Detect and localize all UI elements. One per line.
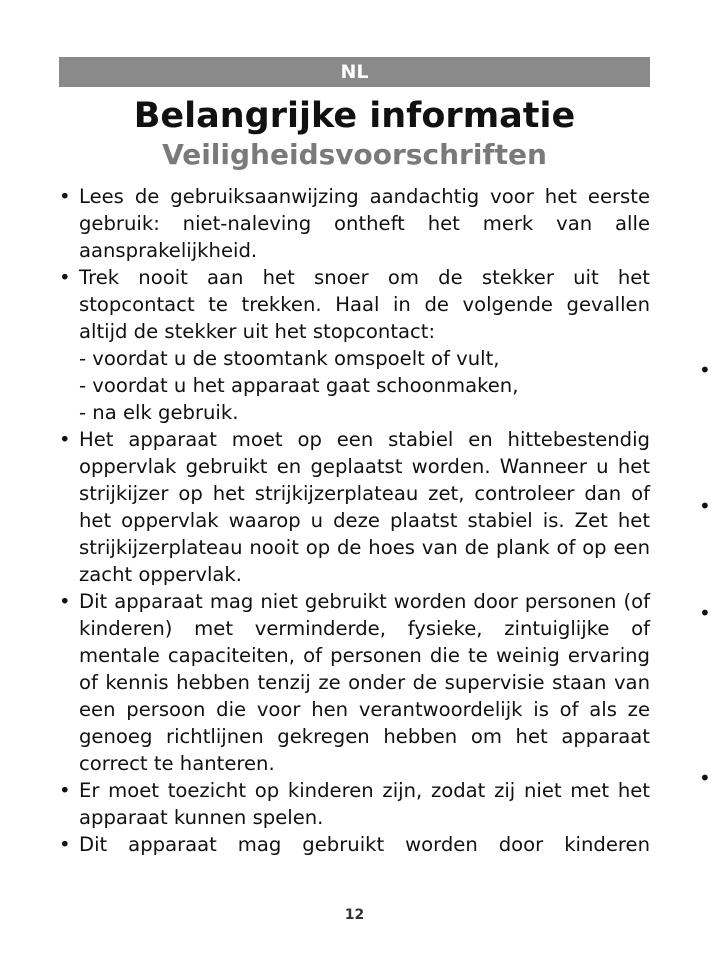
page-number: 12 xyxy=(344,907,365,923)
edge-bullet-icon: • xyxy=(699,601,711,625)
list-item-text: Dit apparaat mag gebruikt worden door kinderen xyxy=(79,833,650,856)
list-item-text: Trek nooit aan het snoer om de stekker uit het stopcontact te trekken. Haal in de volgende gevallen altijd de stekker uit het stopcontact: xyxy=(79,266,650,343)
list-item xyxy=(59,588,650,777)
list-item-text: Dit apparaat mag niet gebruikt worden door personen (of kinderen) met verminderde, fysieke, zintuiglijke of mentale capaciteiten, of personen die te weinig ervaring of kennis hebben tenzij ze onder de supervisie staan van een persoon die voor hen verantwoordelijk is of als ze genoeg richtlijnen gekregen hebben om het apparaat correct te hanteren. xyxy=(79,590,650,775)
language-label: NL xyxy=(340,61,369,83)
list-item-text: Lees de gebruiksaanwijzing aandachtig voor het eerste gebruik: niet-naleving ontheft het merk van alle aansprakelijkheid. xyxy=(79,185,650,262)
page-subtitle: Veiligheidsvoorschriften xyxy=(162,138,547,171)
bullet-icon: • xyxy=(59,833,71,856)
language-header-bar xyxy=(59,57,650,87)
bullet-icon: • xyxy=(59,779,71,802)
list-item xyxy=(59,264,650,426)
page-title: Belangrijke informatie xyxy=(133,96,576,136)
safety-instructions-list xyxy=(59,183,650,858)
sub-item: - voordat u het apparaat gaat schoonmaken, xyxy=(79,374,519,397)
bullet-icon: • xyxy=(59,185,71,208)
edge-bullet-icon: • xyxy=(699,766,711,790)
list-item-text: Er moet toezicht op kinderen zijn, zodat zij niet met het apparaat kunnen spelen. xyxy=(79,779,650,829)
list-item xyxy=(59,831,650,858)
sub-item: - na elk gebruik. xyxy=(79,401,239,424)
edge-bullet-icon: • xyxy=(699,494,711,518)
list-item xyxy=(59,777,650,831)
bullet-icon: • xyxy=(59,590,71,613)
edge-bullet-icon: • xyxy=(699,358,711,382)
bullet-icon: • xyxy=(59,428,71,451)
list-item xyxy=(59,426,650,588)
bullet-icon: • xyxy=(59,266,71,289)
list-item xyxy=(59,183,650,264)
list-item-text: Het apparaat moet op een stabiel en hittebestendig oppervlak gebruikt en geplaatst worden. Wanneer u het strijkijzer op het strijkijzerplateau zet, controleer dan of het oppervlak waarop u deze plaatst stabiel is. Zet het strijkijzerplateau nooit op de hoes van de plank of op een zacht oppervlak. xyxy=(79,428,650,586)
sub-item: - voordat u de stoomtank omspoelt of vult, xyxy=(79,347,500,370)
